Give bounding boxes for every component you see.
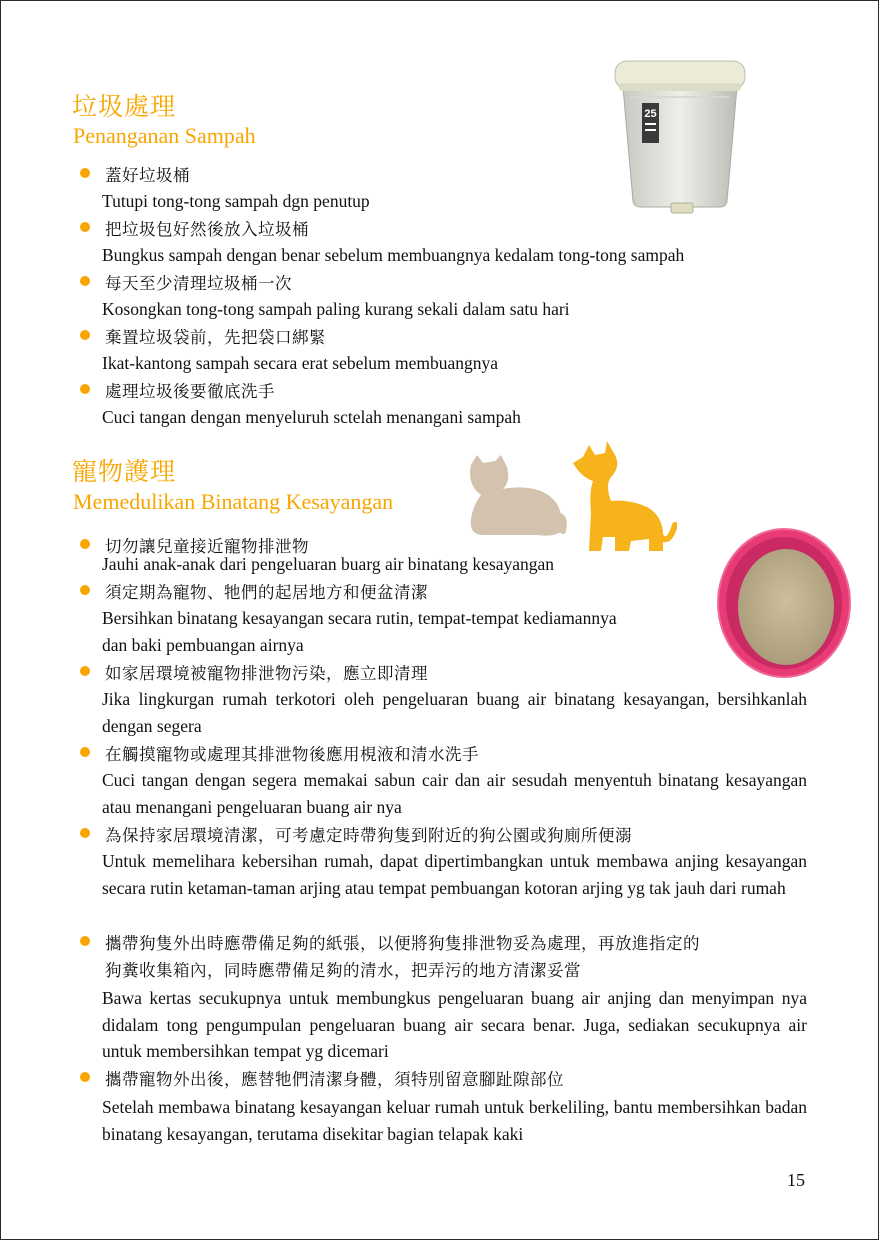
- bullet-dot: [80, 222, 90, 232]
- item-id: dan baki pembuangan airnya: [102, 635, 304, 655]
- item-id: Ikat-kantong sampah secara erat sebelum membuangnya: [102, 353, 499, 373]
- item-id: Bawa kertas secukupnya untuk membungkus pengeluaran buang air anjing dan menyimpan nya didalam tong pengumpulan pengeluaran buang air secara benar. Juga, sediakan secukupnya air untuk membersihkan tempat yg dicemari: [102, 988, 807, 1061]
- page-number: 15: [787, 1170, 805, 1190]
- item-zh: 攜帶狗隻外出時應帶備足夠的紙張，以便將狗隻排泄物妥為處理，再放進指定的: [105, 934, 700, 953]
- item-zh: 棄置垃圾袋前，先把袋口綁緊: [105, 328, 326, 347]
- item-zh: 處理垃圾後要徹底洗手: [105, 382, 275, 401]
- bullet-dot: [80, 330, 90, 340]
- section-title-id: Memedulikan Binatang Kesayangan: [73, 489, 394, 514]
- item-zh: 須定期為寵物、牠們的起居地方和便盆清潔: [105, 583, 428, 602]
- item-id: Bungkus sampah dengan benar sebelum membuangnya kedalam tong-tong sampah: [102, 245, 685, 265]
- bullet-dot: [80, 539, 90, 549]
- item-id: Cuci tangan dengan segera memakai sabun cair dan air sesudah menyentuh binatang kesayangan atau menangani pengeluaran buang air nya: [102, 770, 807, 817]
- item-zh: 把垃圾包好然後放入垃圾桶: [105, 220, 309, 239]
- item-zh: 如家居環境被寵物排泄物污染，應立即清理: [105, 664, 428, 683]
- bullet-dot: [80, 276, 90, 286]
- bullet-dot: [80, 585, 90, 595]
- item-zh: 攜帶寵物外出後，應替牠們清潔身體，須特別留意腳趾隙部位: [105, 1070, 564, 1089]
- bullet-dot: [80, 666, 90, 676]
- item-zh: 在觸摸寵物或處理其排泄物後應用梘液和清水洗手: [105, 745, 479, 764]
- bullet-dot: [80, 1072, 90, 1082]
- dog-silhouette-image: [569, 441, 677, 555]
- litter-tray-image: [713, 523, 855, 681]
- bullet-dot: [80, 828, 90, 838]
- item-id: Kosongkan tong-tong sampah paling kurang sekali dalam satu hari: [102, 299, 570, 319]
- item-zh: 切勿讓兒童接近寵物排泄物: [105, 537, 309, 556]
- item-zh: 狗糞收集箱內，同時應帶備足夠的清水，把弄污的地方清潔妥當: [105, 961, 581, 980]
- item-id: Untuk memelihara kebersihan rumah, dapat dipertimbangkan untuk membawa anjing kesayangan secara rutin ketaman-taman arjing atau tempat pembuangan kotoran arjing yg tak jauh dari rumah: [102, 851, 807, 898]
- item-id: Jauhi anak-anak dari pengeluaran buarg air binatang kesayangan: [102, 554, 555, 574]
- item-id: Cuci tangan dengan menyeluruh sctelah menangani sampah: [102, 407, 521, 427]
- section-title-id: Penanganan Sampah: [73, 123, 256, 148]
- bullet-dot: [80, 936, 90, 946]
- item-zh: 為保持家居環境清潔，可考慮定時帶狗隻到附近的狗公園或狗廁所便溺: [105, 826, 632, 845]
- cat-silhouette-image: [463, 455, 569, 537]
- trash-can-image: [609, 53, 751, 217]
- bullet-dot: [80, 747, 90, 757]
- trash-can-label: 25: [644, 108, 657, 120]
- item-id: Setelah membawa binatang kesayangan keluar rumah untuk berkeliling, bantu membersihkan badan binatang kesayangan, terutama disekitar bagian telapak kaki: [102, 1097, 807, 1144]
- bullet-dot: [80, 384, 90, 394]
- item-id: Jika lingkurgan rumah terkotori oleh pengeluaran buang air binatang kesayangan, bersihkanlah dengan segera: [102, 689, 807, 736]
- item-id: Tutupi tong-tong sampah dgn penutup: [102, 191, 370, 211]
- section-title-zh: 寵物護理: [72, 457, 177, 486]
- section-title-zh: 垃圾處理: [72, 92, 177, 121]
- bullet-dot: [80, 168, 90, 178]
- item-zh: 每天至少清理垃圾桶一次: [105, 274, 292, 293]
- item-id: Bersihkan binatang kesayangan secara rutin, tempat-tempat kediamannya: [102, 608, 617, 628]
- item-zh: 蓋好垃圾桶: [105, 166, 190, 185]
